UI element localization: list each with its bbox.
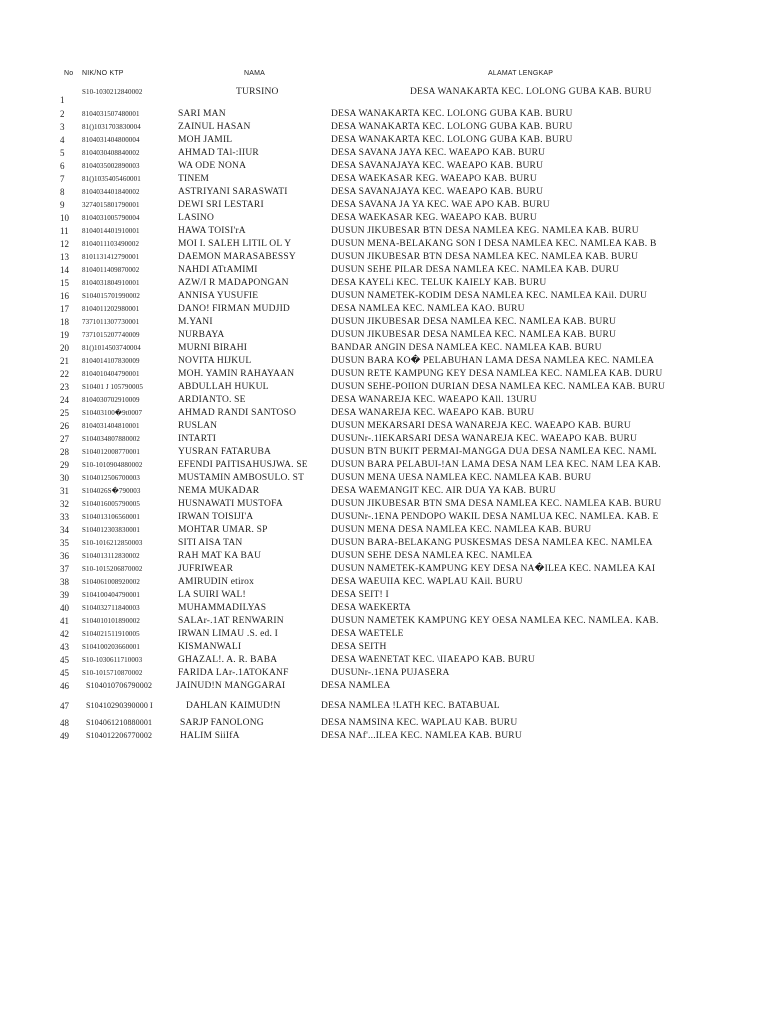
row-nik: S10-1016212850003 [82,539,143,547]
table-row [0,717,768,729]
row-nama: IRWAN TOISIJI'A [178,512,254,522]
header-nik: NIK/NO KTP [82,70,124,77]
row-nama: DEWI SRI LESTARI [178,200,264,210]
table-row [0,108,768,120]
row-nik: 8104031404800004 [82,136,140,144]
row-alamat: DESA WAEMANGIT KEC. AIR DUA YA KAB. BURU [331,486,557,496]
row-number: 20 [60,343,69,353]
row-alamat: DESA NAf'...ILEA KEC. NAMLEA KAB. BURU [321,731,522,741]
table-row [0,537,768,549]
row-alamat: DUSUN JIKUBESAR BTN SMA DESA NAMLEA KEC. NAMLEA KAB. BURU [331,499,662,509]
row-number: 1 [60,95,65,105]
row-alamat: DESA WAEUIIA KEC. WAPLAU KAil. BURU [331,577,523,587]
row-nik: S10-1015206870002 [82,565,143,573]
row-alamat: DUSUN MENA UESA NAMLEA KEC. NAMLEA KAB. BURU [331,473,592,483]
table-row [0,550,768,562]
row-number: 35 [60,538,69,548]
row-nik: 7371011307730001 [82,318,140,326]
row-number: 27 [60,434,69,444]
table-row [0,277,768,289]
row-nik: 8101131412790001 [82,253,140,261]
row-nama: HALIM SiiIfA [180,731,240,741]
row-nama: MUSTAMIN AMBOSULO. ST [178,473,305,483]
row-nama: HUSNAWATI MUSTOFA [178,499,283,509]
table-row [0,589,768,601]
table-row [0,420,768,432]
row-nama: NAHDI ATtAMIMI [178,265,258,275]
table-row [0,264,768,276]
row-nama: RAH MAT KA BAU [178,551,262,561]
row-nik: 8104010404790001 [82,370,140,378]
row-alamat: DUSUN RETE KAMPUNG KEY DESA NAMLEA KEC. NAMLEA KAB. DURU [331,369,663,379]
row-alamat: DUSUN SEHE DESA NAMLEA KEC. NAMLEA [331,551,533,561]
row-alamat: DUSUN JIKUBESAR DESA NAMLEA KEC. NAMLEA KAB. BURU [331,330,617,340]
row-alamat: DESA WAEKERTA [331,603,411,613]
row-number: 14 [60,265,69,275]
row-nama: NURBAYA [178,330,225,340]
row-number: 38 [60,577,69,587]
row-number: 12 [60,239,69,249]
table-row [0,225,768,237]
table-row [0,329,768,341]
row-nama: KISMANWALI [178,642,242,652]
row-nik: 8104014401910001 [82,227,140,235]
row-nik: S104021511910005 [82,630,140,638]
row-nik: 8104034401840002 [82,188,140,196]
row-nik: 81()1035405460001 [82,175,141,183]
table-row [0,472,768,484]
row-alamat: DESA WAETELE [331,629,404,639]
row-alamat: DESA WANAKARTA KEC. LOLONG GUBA KAB. BURU [331,109,573,119]
table-row [0,700,768,712]
row-number: 42 [60,629,69,639]
row-number: 24 [60,395,69,405]
row-nik: 8104031005790004 [82,214,140,222]
row-alamat: DUSUN JIKUBESAR BTN DESA NAMLEA KEG. NAMLEA KAB. BURU [331,226,639,236]
row-number: 3 [60,122,65,132]
row-alamat: DUSUN SEHE-POIION DURIAN DESA NAMLEA KEC. NAMLEA KAB. BURU [331,382,666,392]
table-row [0,173,768,185]
table-row [0,524,768,536]
row-nik: 8104031804910001 [82,279,140,287]
row-nik: S10401 J 105790005 [82,383,143,391]
row-number: 16 [60,291,69,301]
row-number: 39 [60,590,69,600]
row-nik: 8104031404810001 [82,422,140,430]
row-number: 49 [60,731,69,741]
row-nama: MOH. YAMIN RAHAYAAN [178,369,295,379]
row-number: 31 [60,486,69,496]
row-number: 32 [60,499,69,509]
table-row [0,407,768,419]
row-nama: MOHTAR UMAR. SP [178,525,268,535]
row-alamat: DESA SAVANAJAYA KEC. WAEAPO KAB. BURU [331,187,544,197]
row-number: 2 [60,109,65,119]
table-row [0,459,768,471]
row-nama: INTARTI [178,434,217,444]
row-number: 37 [60,564,69,574]
table-row [0,446,768,458]
row-number: 29 [60,460,69,470]
row-nik: S104015701990002 [82,292,140,300]
row-alamat: BANDAR ANGIN DESA NAMLEA KEC. NAMLEA KAB. BURU [331,343,602,353]
row-alamat: DESA NAMLEA !LATH KEC. BATABUAL [321,701,500,711]
table-row [0,86,768,105]
row-nik: S104012303830001 [82,526,140,534]
table-row [0,186,768,198]
row-nama: LA SUIRI WAL! [178,590,246,600]
row-alamat: DESA SAVANA JAYA KEC. WAEAPO KAB. BURU [331,148,546,158]
row-nama: LASINO [178,213,215,223]
row-nama: GHAZAL!. A. R. BABA [178,655,278,665]
row-nama: DAEMON MARASABESSY [178,252,296,262]
row-nama: AHMAD RANDI SANTOSO [178,408,297,418]
row-nik: 8104014107830009 [82,357,140,365]
table-row [0,238,768,250]
row-alamat: DUSUN NAMETEK-KAMPUNG KEY DESA NA�ILEA KEC. NAMLEA KAI [331,564,656,574]
row-nama: DAHLAN KAIMUD!N [186,701,281,711]
row-alamat: DUSUN MEKARSARI DESA WANAREJA KEC. WAEAPO KAB. BURU [331,421,631,431]
row-nik: S104061210880001 [86,718,153,727]
table-row [0,667,768,679]
row-alamat: DUSUNr-.1IEKARSARI DESA WANAREJA KEC. WAEAPO KAB. BURU [331,434,638,444]
table-row [0,290,768,302]
row-number: 33 [60,512,69,522]
row-nik: 8104030702910009 [82,396,140,404]
table-row [0,641,768,653]
row-nama: TINEM [178,174,210,184]
row-nik: 8104011103490002 [82,240,140,248]
row-nik: S10-1030611710003 [82,656,143,664]
row-nama: DANO! FIRMAN MUDJID [178,304,290,314]
row-nik: 8104011409870002 [82,266,140,274]
table-row [0,433,768,445]
table-row [0,615,768,627]
row-nama: JAINUD!N MANGGARAI [176,681,286,691]
row-nama: MURNI BIRAHI [178,343,248,353]
row-alamat: DESA WANAKARTA KEC. LOLONG GUBA KAB. BURU [331,135,573,145]
row-nama: EFENDI PAITISAHUSJWA. SE [178,460,308,470]
row-nik: 3274015801790001 [82,201,140,209]
row-nik: S10-1030212840002 [82,88,143,96]
table-row [0,498,768,510]
row-alamat: DESA WANAKARTA KEC. LOLONG GUBA KAB. BURU [410,87,652,97]
row-nik: S104012206770002 [86,731,153,740]
row-number: 7 [60,174,65,184]
row-alamat: DESA SEIT! I [331,590,389,600]
row-alamat: DUSUNr-.1ENA PUJASERA [331,668,450,678]
row-nama: MOH JAMIL [178,135,233,145]
row-nik: S104012506700003 [82,474,140,482]
row-alamat: DUSUNr-.1ENA PENDOPO WAKIL DESA NAMLUA KEC. NAMLEA. KAB. E [331,512,659,522]
table-row [0,121,768,133]
row-alamat: DUSUN MENA-BELAKANG SON I DESA NAMLEA KEC. NAMLEA KAB. B [331,239,657,249]
row-nama: AHMAD TAl-:IIUR [178,148,259,158]
row-number: 4 [60,135,65,145]
row-number: 46 [60,681,69,691]
row-nama: IRWAN LIMAU .S. ed. I [178,629,278,639]
row-nik: 8104035002890003 [82,162,140,170]
row-alamat: DESA SEITH [331,642,387,652]
table-row [0,563,768,575]
row-number: 10 [60,213,69,223]
row-alamat: DESA WANAREJA KEC. WAEAPO KAB. BURU [331,408,535,418]
row-number: 45 [60,668,69,678]
row-nama: FARIDA LAr-.1ATOKANF [178,668,289,678]
table-row [0,212,768,224]
row-number: 19 [60,330,69,340]
row-alamat: DUSUN SEHE PILAR DESA NAMLEA KEC. NAMLEA KAB. DURU [331,265,620,275]
row-number: 9 [60,200,65,210]
row-nik: S104016005790005 [82,500,140,508]
row-number: 17 [60,304,69,314]
row-alamat: DUSUN BARA PELABUI-!AN LAMA DESA NAM LEA KEC. NAM LEA KAB. [331,460,661,470]
row-nama: MOI I. SALEH LITIL OL Y [178,239,292,249]
row-nama: ARDIANTO. SE [178,395,246,405]
row-nik: S104100203660001 [82,643,140,651]
row-nama: SALAr-.1AT RENWARIN [178,616,284,626]
row-nik: S104100404790001 [82,591,140,599]
row-number: 43 [60,642,69,652]
row-nama: NOVITA HIJKUL [178,356,252,366]
row-nama: ZAINUL HASAN [178,122,251,132]
row-nik: S10-1015710870002 [82,669,143,677]
row-nama: WA ODE NONA [178,161,247,171]
row-alamat: DESA WANAKARTA KEC. LOLONG GUBA KAB. BURU [331,122,573,132]
table-row [0,381,768,393]
table-row [0,355,768,367]
table-row [0,251,768,263]
table-row [0,303,768,315]
row-number: 8 [60,187,65,197]
row-number: 26 [60,421,69,431]
row-number: 25 [60,408,69,418]
row-alamat: DESA NAMLEA [321,681,391,691]
row-number: 40 [60,603,69,613]
row-number: 30 [60,473,69,483]
table-row [0,147,768,159]
row-nik: S104032711840003 [82,604,140,612]
row-nama: SARJP FANOLONG [180,718,264,728]
row-number: 34 [60,525,69,535]
table-row [0,576,768,588]
row-nik: 8104031507480001 [82,110,140,118]
row-alamat: DUSUN NAMETEK KAMPUNG KEY OESA NAMLEA KEC. NAMLEA. KAB. [331,616,659,626]
row-alamat: DUSUN BARA KO� PELABUHAN LAMA DESA NAMLEA KEC. NAMLEA [331,356,655,366]
row-number: 22 [60,369,69,379]
row-nik: 81()1014503740004 [82,344,141,352]
row-nama: MUHAMMADILYAS [178,603,267,613]
table-row [0,511,768,523]
row-nik: 8104011202980001 [82,305,140,313]
row-nama: ANNISA YUSUFIE [178,291,259,301]
row-number: 28 [60,447,69,457]
row-number: 11 [60,226,69,236]
row-alamat: DESA NAMLEA KEC. NAMLEA KAO. BURU [331,304,525,314]
row-number: 23 [60,382,69,392]
row-nik: S104012008770001 [82,448,140,456]
row-nama: M.YANI [178,317,213,327]
row-nama: ASTRIYANI SARASWATI [178,187,288,197]
row-number: 6 [60,161,65,171]
row-nama: AMIRUDIN etirox [178,577,255,587]
table-row [0,628,768,640]
row-number: 5 [60,148,65,158]
row-nik: S10-1010904880002 [82,461,143,469]
row-nama: AZW/I R MADAPONGAN [178,278,289,288]
row-nama: YUSRAN FATARUBA [178,447,272,457]
row-alamat: DUSUN NAMETEK-KODIM DESA NAMLEA KEC. NAMLEA KAil. DURU [331,291,648,301]
row-number: 45 [60,655,69,665]
row-number: 18 [60,317,69,327]
row-nik: S104061008920002 [82,578,140,586]
table-row [0,368,768,380]
row-alamat: DESA WAEKASAR KEG. WAEAPO KAB. BURU [331,213,537,223]
table-row [0,199,768,211]
row-nama: SARI MAN [178,109,226,119]
row-number: 36 [60,551,69,561]
row-nik: S104026S�790003 [82,487,141,495]
row-alamat: DESA WAEKASAR KEG. WAEAPO KAB. BURU [331,174,537,184]
row-alamat: DUSUN BARA-BELAKANG PUSKESMAS DESA NAMLEA KEC. NAMLEA [331,538,653,548]
row-alamat: DESA WANAREJA KEC. WAEAPO KAll. 13URU [331,395,537,405]
header-alamat: ALAMAT LENGKAP [488,70,554,77]
row-nik: S10410290390000 I [86,701,153,710]
row-nik: 81()1031703830004 [82,123,141,131]
row-nik: S104010101890002 [82,617,140,625]
header-no: No [64,70,74,77]
table-row [0,485,768,497]
row-nik: S10403100�9t0007 [82,409,143,417]
table-row [0,316,768,328]
row-alamat: DUSUN MENA DESA NAMLEA KEC. NAMLEA KAB. BURU [331,525,592,535]
table-row [0,680,768,692]
row-alamat: DESA WAENETAT KEC. \IIAEAPO KAB. BURU [331,655,535,665]
row-nik: 7371015207740009 [82,331,140,339]
table-row [0,602,768,614]
table-row [0,394,768,406]
row-alamat: DESA SAVANAJAYA KEC. WAEAPO KAB. BURU [331,161,544,171]
row-nama: ABDULLAH HUKUL [178,382,269,392]
row-nama: RUSLAN [178,421,218,431]
row-alamat: DUSUN JIKUBESAR DESA NAMLEA KEC. NAMLEA KAB. BURU [331,317,617,327]
row-alamat: DESA KAYELi KEC. TELUK KAIELY KAB. BURU [331,278,547,288]
row-nik: S104013112830002 [82,552,140,560]
header-nama: NAMA [244,70,266,77]
row-number: 47 [60,701,69,711]
row-nama: JUFRIWEAR [178,564,234,574]
row-number: 21 [60,356,69,366]
row-nama: HAWA TOISI'rA [178,226,246,236]
row-number: 13 [60,252,69,262]
row-number: 48 [60,718,69,728]
row-number: 15 [60,278,69,288]
row-alamat: DUSUN JIKUBESAR BTN DESA NAMLEA KEC. NAMLEA KAB. BURU [331,252,639,262]
row-nik: S104013106560001 [82,513,140,521]
row-alamat: DESA SAVANA JA YA KEC. WAE APO KAB. BURU [331,200,550,210]
row-nik: 8104030408840002 [82,149,140,157]
row-nik: S104010706790002 [86,681,153,690]
table-row [0,654,768,666]
row-nama: TURSINO [236,87,279,97]
row-nik: S104034807880002 [82,435,140,443]
row-number: 41 [60,616,69,626]
table-row [0,134,768,146]
row-alamat: DESA NAMSINA KEC. WAPLAU KAB. BURU [321,718,518,728]
table-row [0,160,768,172]
table-row [0,730,768,742]
table-row [0,342,768,354]
row-nama: SITI AISA TAN [178,538,243,548]
row-alamat: DUSUN BTN BUKIT PERMAI-MANGGA DUA DESA NAMLEA KEC. NAML [331,447,657,457]
row-nama: NEMA MUKADAR [178,486,260,496]
